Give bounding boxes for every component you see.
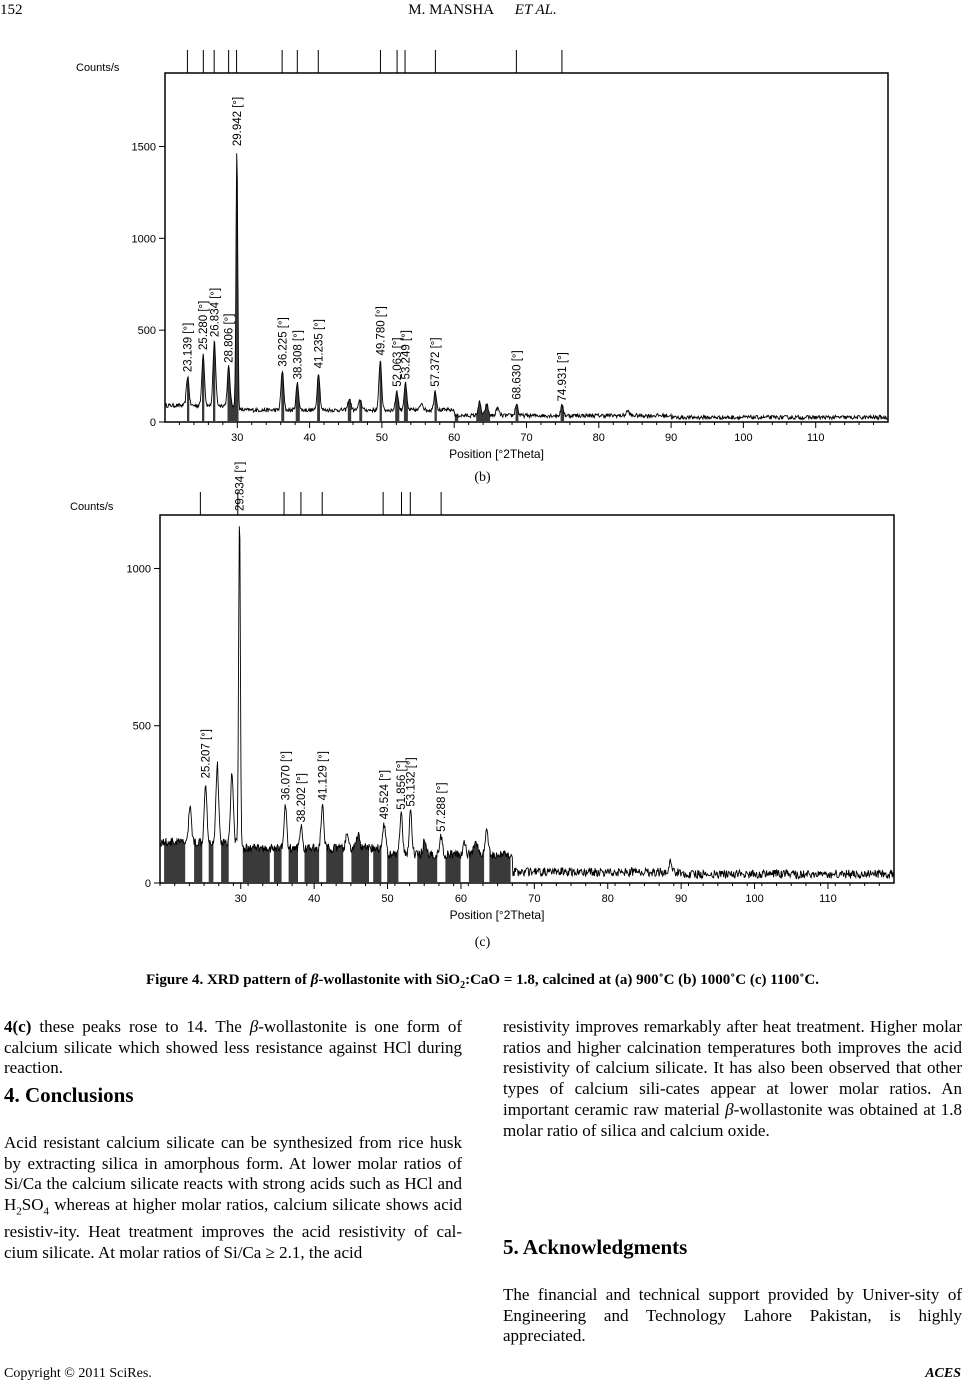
peak-label: 68.630 [°]: [511, 350, 524, 400]
peak-label: 29.834 [°]: [234, 461, 247, 511]
pattern-fill-region: [476, 401, 490, 422]
x-axis-label: Position [°2Theta]: [449, 908, 545, 922]
peak-label: 29.942 [°]: [231, 96, 244, 147]
right-paragraph-1: resistivity improves remarkably after heat treatment. Higher molar ratios and higher calcination temperatures both improves the acid resistivity of calcium silicate. It has also been observed that other types of calcium sili-cates appear at lower molar ratios. An important ceramic raw material β-wollastonite was obtained at 1.8 molar ratio of silica and calcium oxide.: [503, 1017, 962, 1140]
y-tick-label: 1000: [131, 233, 156, 246]
x-tick-label: 100: [745, 893, 764, 905]
pattern-fill-region: [209, 840, 214, 883]
peak-label: 49.780 [°]: [375, 306, 388, 356]
diffraction-pattern-line: [160, 526, 894, 878]
figure-caption: Figure 4. XRD pattern of β-wollastonite with SiO$_2$:CaO = 1.8, calcined at (a) 900˚C (b) 1000˚C (c) 1100˚C.: [146, 972, 819, 991]
y-tick-label: 1000: [126, 563, 151, 576]
left-paragraph-1: 4(c) these peaks rose to 14. The β-wollastonite is one form of calcium silicate which showed less resistance against HCl during reaction.: [4, 1017, 462, 1078]
peak-label: 25.280 [°]: [198, 300, 211, 351]
x-tick-label: 80: [601, 893, 614, 905]
peak-label: 41.235 [°]: [313, 319, 326, 369]
x-tick-label: 30: [234, 893, 247, 905]
left-column: [4, 1017, 462, 1079]
section-heading-conclusions: 4. Conclusions: [4, 1083, 134, 1107]
x-tick-label: 100: [734, 432, 753, 444]
peak-label: 53.132 [°]: [405, 757, 418, 807]
y-tick-label: 0: [149, 417, 156, 429]
x-tick-label: 90: [664, 432, 678, 444]
peak-label: 74.931 [°]: [557, 352, 570, 402]
x-tick-label: 40: [308, 893, 321, 905]
x-tick-label: 110: [806, 432, 825, 444]
running-head-authors: M. MANSHA: [408, 2, 494, 18]
x-tick-label: 50: [381, 893, 394, 905]
x-axis-label: Position [°2Theta]: [449, 447, 544, 461]
x-tick-label: 70: [520, 432, 533, 444]
right-paragraph-2: The financial and technical support provided by Univer-sity of Engineering and Technology Lahore Pakistan, is highly appreciated.: [503, 1285, 962, 1346]
subfigure-label-b: (b): [474, 470, 491, 485]
running-head: [0, 2, 965, 19]
y-tick-label: 500: [137, 325, 156, 338]
section-heading-acknowledgments: 5. Acknowledgments: [503, 1235, 688, 1259]
xrd-chart-b: [0, 40, 965, 470]
x-tick-label: 60: [454, 893, 468, 905]
x-tick-label: 60: [448, 432, 461, 444]
peak-label: 36.225 [°]: [277, 317, 290, 367]
pattern-fill-region: [228, 153, 239, 422]
y-tick-label: 0: [144, 878, 151, 890]
peak-label: 25.207 [°]: [200, 728, 213, 779]
left-paragraph-2: Acid resistant calcium silicate can be synthesized from rice husk by extracting silica in amorphous form. At lower molar ratios of Si/Ca the calcium silicate reacts with strong acids such as HCl and $H_2SO_4$ whereas at higher molar ratios, calcium silicate shows acid resistiv-ity. Heat treatment improves the acid resistivity of cal-cium silicate. At molar ratios of Si/Ca ≥ 2.1, the acid: [4, 1133, 462, 1262]
peak-label: 57.372 [°]: [430, 337, 443, 387]
xrd-chart-c: [0, 461, 965, 932]
y-tick-label: 500: [132, 720, 151, 733]
pattern-fill-region: [417, 839, 437, 883]
peak-label: 49.524 [°]: [379, 769, 392, 820]
plot-frame: [160, 515, 894, 883]
peak-label: 51.856 [°]: [396, 760, 409, 810]
plot-frame: [165, 73, 888, 422]
footer-copyright: Copyright © 2011 SciRes.: [4, 1366, 152, 1381]
peak-label: 53.249 [°]: [400, 330, 413, 380]
x-tick-label: 30: [231, 432, 244, 444]
subfigure-label-c: (c): [474, 935, 491, 950]
peak-label: 52.063 [°]: [391, 337, 404, 387]
peak-label: 23.139 [°]: [182, 322, 195, 373]
running-head-etal: ET AL.: [514, 2, 557, 18]
peak-label: 26.834 [°]: [209, 287, 222, 338]
peak-label: 36.070 [°]: [280, 751, 293, 801]
x-tick-label: 110: [819, 893, 837, 905]
diffraction-pattern-line: [165, 153, 888, 419]
y-axis-label: Counts/s: [76, 62, 120, 74]
pattern-fill-region: [469, 841, 484, 883]
right-column: [503, 1017, 962, 1141]
page-number: 152: [0, 2, 23, 18]
peak-label: 41.129 [°]: [317, 751, 330, 801]
peak-label: 57.288 [°]: [436, 782, 449, 832]
peak-label: 38.202 [°]: [295, 773, 308, 823]
footer-journal: ACES: [925, 1366, 961, 1381]
x-tick-label: 90: [675, 893, 688, 905]
y-axis-label: Counts/s: [70, 501, 114, 513]
x-tick-label: 70: [528, 893, 541, 905]
peak-label: 28.806 [°]: [223, 313, 236, 363]
x-tick-label: 50: [375, 432, 389, 444]
x-tick-label: 40: [303, 432, 316, 444]
peak-label: 38.308 [°]: [292, 330, 305, 380]
x-tick-label: 80: [592, 432, 605, 444]
y-tick-label: 1500: [131, 141, 156, 154]
pattern-fill-region: [351, 832, 369, 883]
pattern-fill-region: [326, 844, 343, 883]
